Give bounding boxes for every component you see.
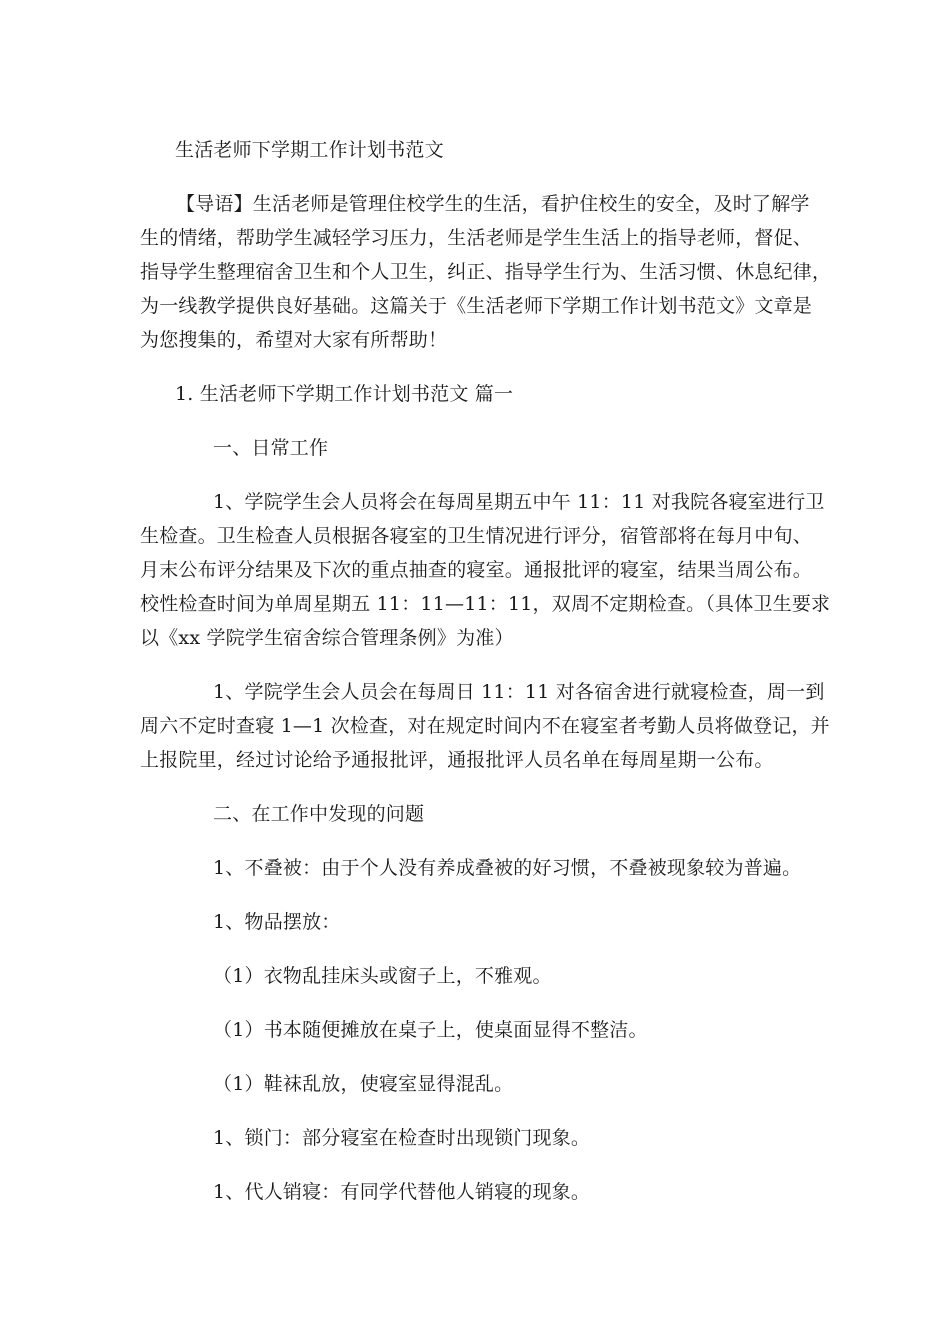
para1-line-4: 校性检查时间为单周星期五 11：11—11：11，双周不定期检查。（具体卫生要求	[140, 593, 831, 615]
intro-line-1: 【导语】生活老师是管理住校学生的生活，看护住校生的安全，及时了解学	[176, 193, 810, 215]
para1-line-5: 以《xx 学院学生宿舍综合管理条例》为准）	[140, 627, 514, 649]
issue-proxy: 1、代人销寝：有同学代替他人销寝的现象。	[213, 1181, 591, 1203]
para1-line-2: 生检查。卫生检查人员根据各寝室的卫生情况进行评分，宿管部将在每月中旬、	[140, 525, 813, 547]
intro-line-5: 为您搜集的，希望对大家有所帮助！	[140, 329, 448, 351]
para1-line-3: 月末公布评分结果及下次的重点抽查的寝室。通报批评的寝室，结果当周公布。	[140, 559, 813, 581]
intro-line-2: 生的情绪，帮助学生减轻学习压力，生活老师是学生生活上的指导老师，督促、	[140, 227, 813, 249]
intro-line-3: 指导学生整理宿舍卫生和个人卫生，纠正、指导学生行为、生活习惯、休息纪律，	[140, 261, 832, 283]
issue-bedding: 1、不叠被：由于个人没有养成叠被的好习惯，不叠被现象较为普遍。	[213, 857, 802, 879]
sub-heading-daily-work: 一、日常工作	[213, 437, 329, 459]
item-clothes: （1）衣物乱挂床头或窗子上，不雅观。	[213, 965, 552, 987]
sub-heading-issues: 二、在工作中发现的问题	[213, 803, 425, 825]
issue-lock: 1、锁门：部分寝室在检查时出现锁门现象。	[213, 1127, 591, 1149]
document-title: 生活老师下学期工作计划书范文	[175, 139, 444, 161]
intro-line-4: 为一线教学提供良好基础。这篇关于《生活老师下学期工作计划书范文》文章是	[140, 295, 813, 317]
para2-line-1: 1、学院学生会人员会在每周日 11：11 对各宿舍进行就寝检查，周一到	[213, 681, 825, 703]
para2-line-3: 上报院里，经过讨论给予通报批评，通报批评人员名单在每周星期一公布。	[140, 749, 774, 771]
item-books: （1）书本随便摊放在桌子上，使桌面显得不整洁。	[213, 1019, 648, 1041]
para2-line-2: 周六不定时查寝 1—1 次检查，对在规定时间内不在寝室者考勤人员将做登记，并	[140, 715, 830, 737]
item-shoes: （1）鞋袜乱放，使寝室显得混乱。	[213, 1073, 514, 1095]
para1-line-1: 1、学院学生会人员将会在每周星期五中午 11：11 对我院各寝室进行卫	[213, 491, 825, 513]
issue-items: 1、物品摆放：	[213, 911, 341, 933]
section-heading: 1. 生活老师下学期工作计划书范文 篇一	[175, 383, 514, 405]
